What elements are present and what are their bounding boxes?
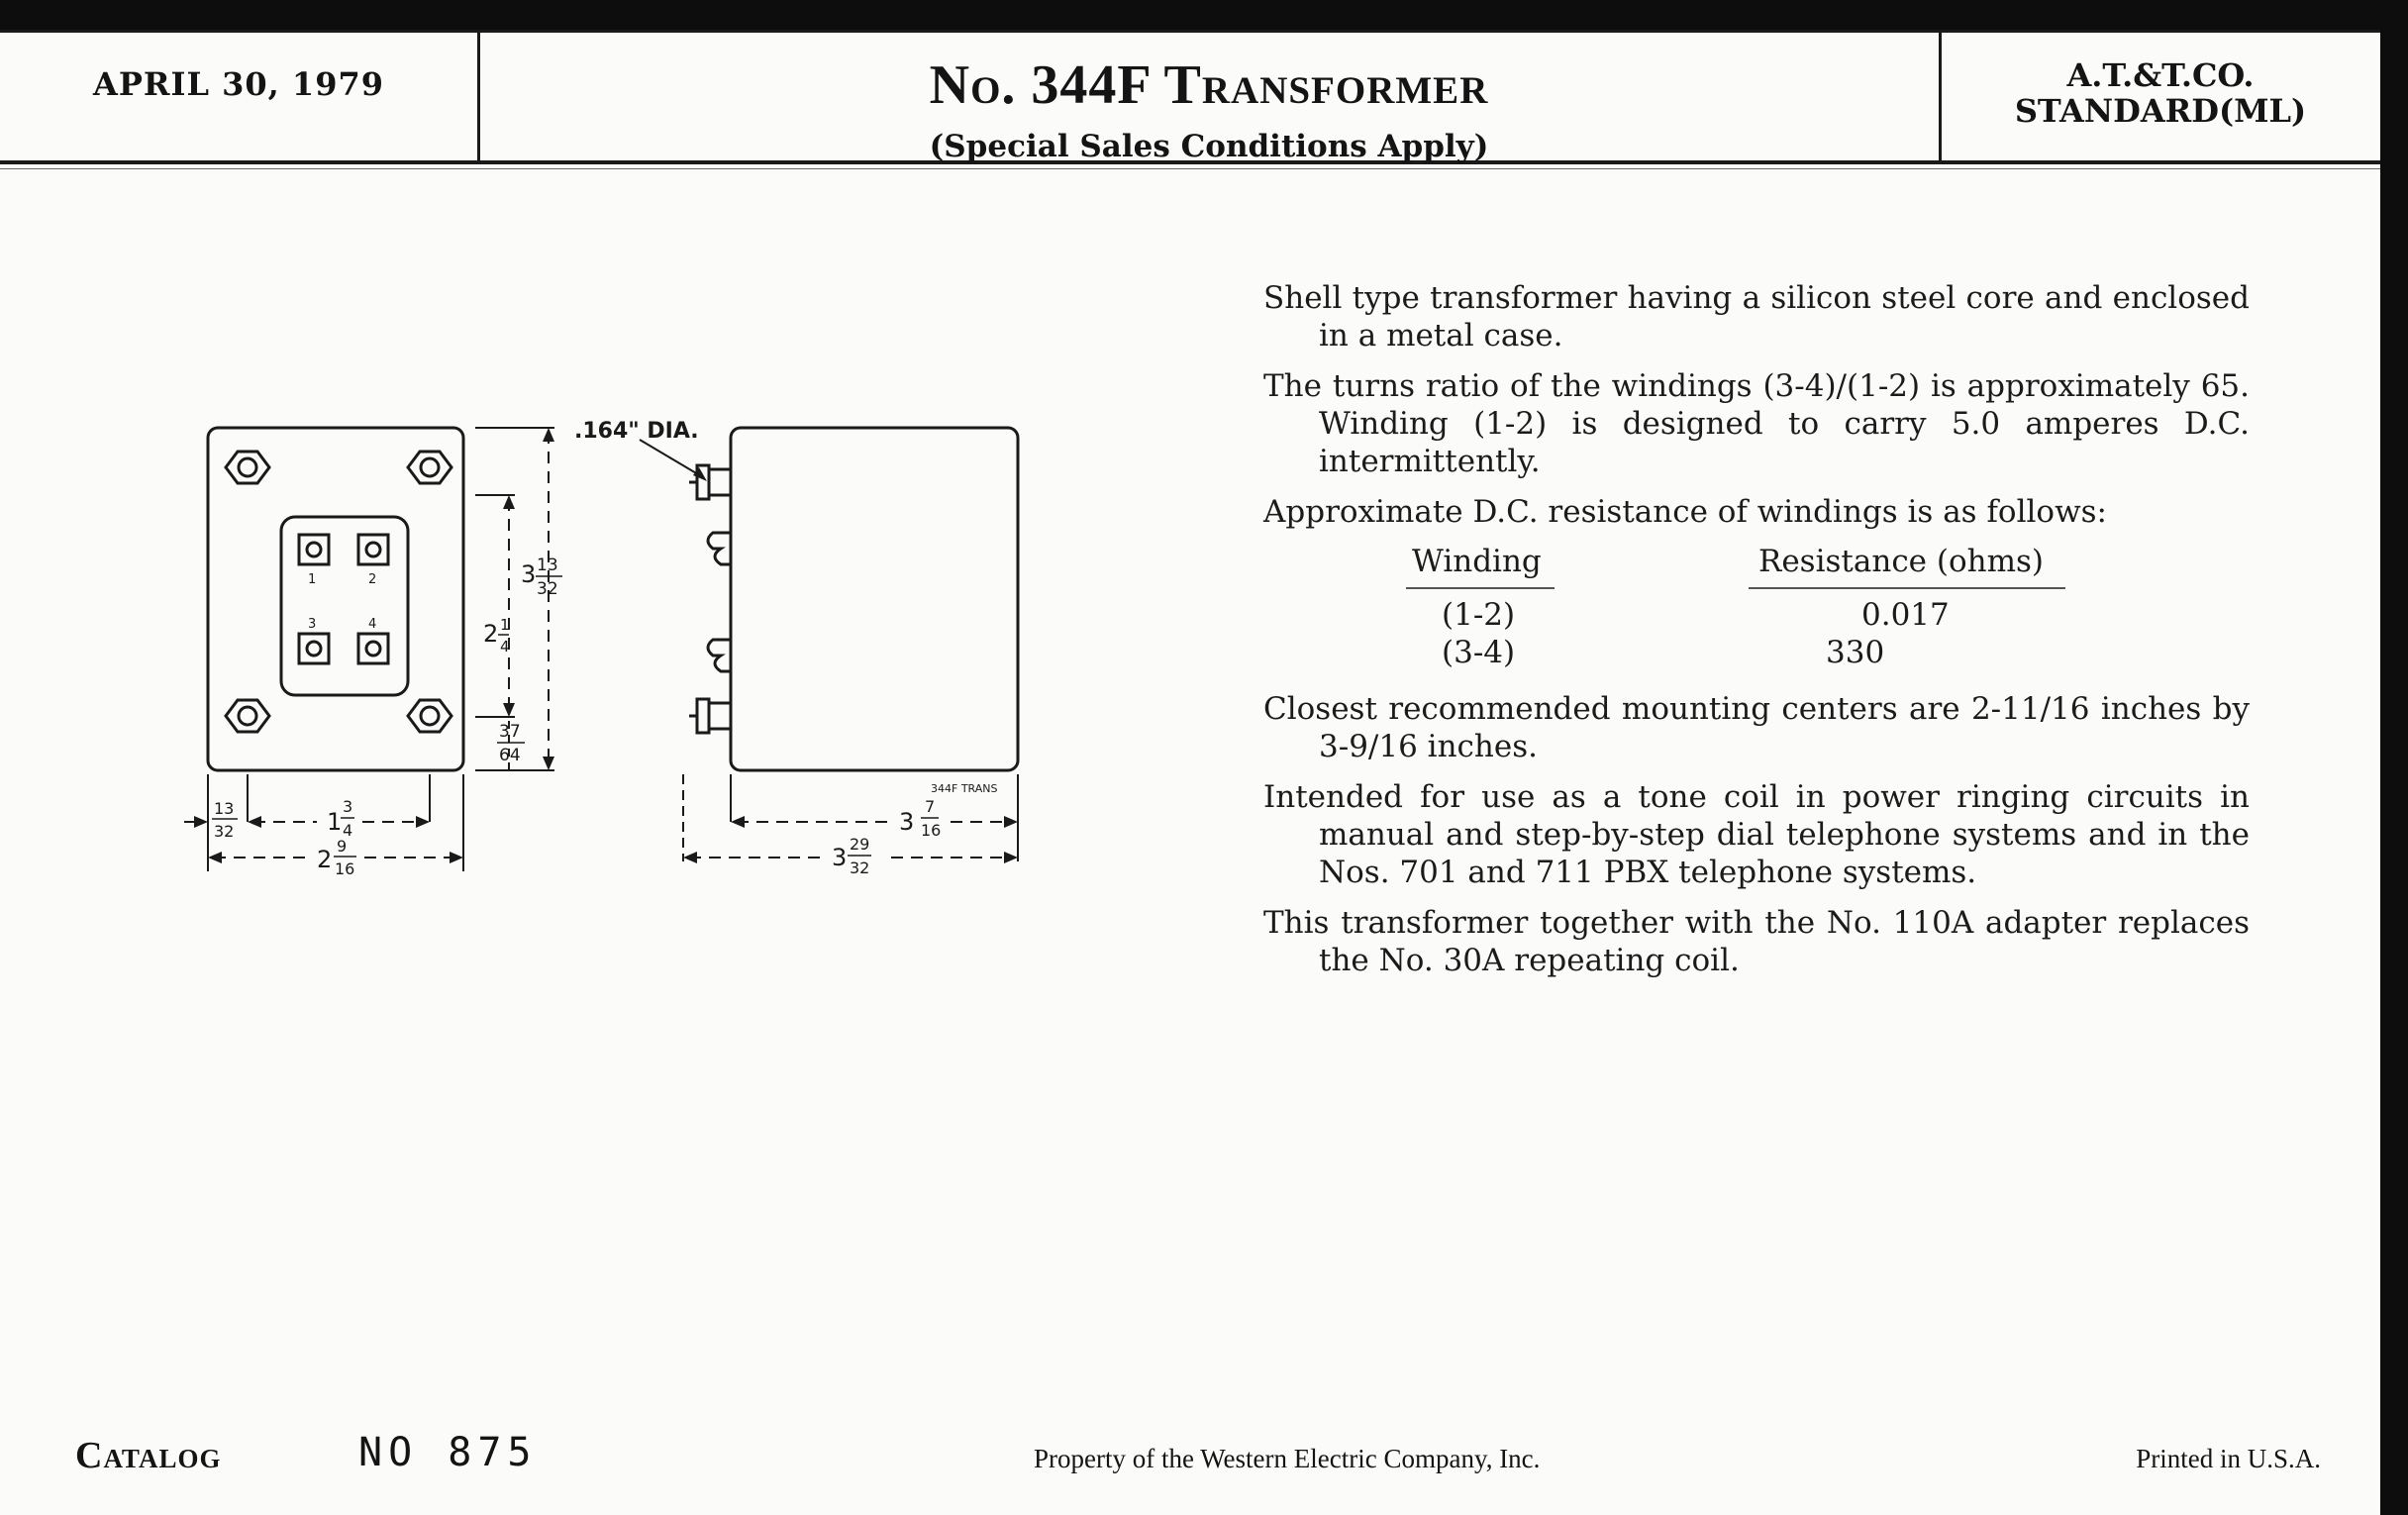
case-stamp: 344F TRANS	[931, 782, 998, 795]
standard-label	[1943, 57, 2378, 129]
lower-mounting-stud	[689, 699, 731, 733]
dim-width-den: 16	[335, 859, 355, 878]
dim-center-whole: 2	[483, 620, 499, 648]
dim-total-whole: 3	[832, 844, 848, 871]
hole-diameter-label: .164" DIA.	[574, 419, 699, 444]
resistance-table	[1263, 544, 2250, 672]
terminal-1	[299, 535, 329, 564]
table-row-2-resistance: 330	[1826, 635, 1885, 670]
terminal-label-4: 4	[368, 617, 377, 632]
property-notice: Property of the Western Electric Company, Inc.	[1034, 1444, 1541, 1473]
table-row-1-winding: (1-2)	[1442, 597, 1516, 633]
dim-span-num: 3	[343, 797, 353, 816]
dim-depth-den: 16	[921, 821, 942, 840]
table-header-resistance: Resistance (ohms)	[1758, 544, 2045, 579]
mounting-hex-top-left	[226, 452, 269, 483]
dim-height-num: 13	[537, 556, 558, 575]
upper-mounting-stud	[689, 465, 731, 499]
description-para-5: Intended for use as a tone coil in power ringing circuits in manual and step-by-step dial telephone systems and in the Nos. 701 and 711 PBX telephone systems.	[1263, 779, 2250, 890]
dim-height-den: 32	[537, 579, 558, 599]
dim-height-whole: 3	[521, 560, 537, 588]
description-para-4: Closest recommended mounting centers are 2-11/16 inches by 3-9/16 inches.	[1263, 691, 2250, 764]
front-view-case	[208, 428, 463, 770]
description-para-6: This transformer together with the No. 110A adapter replaces the No. 30A repeating coil.	[1263, 905, 2250, 978]
description-block	[1263, 279, 2250, 992]
printed-notice: Printed in U.S.A.	[2136, 1444, 2321, 1473]
transformer-drawing	[178, 386, 1109, 901]
dim-depth-whole: 3	[899, 808, 915, 836]
description-para-3: Approximate D.C. resistance of windings is as follows:	[1263, 494, 2107, 530]
side-view-case	[731, 428, 1018, 770]
terminal-4	[358, 634, 388, 663]
dim-span-whole: 1	[327, 808, 343, 836]
dim-edge-num: 13	[214, 799, 235, 818]
header-bottom-rule-thin	[0, 168, 2380, 169]
mounting-hex-bottom-left	[226, 700, 269, 732]
dim-bottom-num: 37	[499, 722, 521, 742]
description-para-1: Shell type transformer having a silicon steel core and enclosed in a metal case.	[1263, 280, 2250, 354]
terminal-label-3: 3	[308, 617, 317, 632]
table-row-2-winding: (3-4)	[1442, 635, 1516, 670]
dim-bottom-den: 64	[499, 746, 521, 765]
table-header-winding: Winding	[1412, 544, 1542, 579]
standard-line-1: A.T.&T.CO.	[2066, 56, 2255, 94]
dim-edge-den: 32	[214, 822, 235, 841]
terminal-3	[299, 634, 329, 663]
terminal-2	[358, 535, 388, 564]
catalog-number: NO 875	[358, 1430, 538, 1475]
header-top-rule	[0, 30, 2380, 33]
mounting-hex-bottom-right	[408, 700, 452, 732]
side-terminal-upper	[708, 533, 731, 564]
dim-center-num: 1	[500, 616, 510, 634]
dim-depth-num: 7	[925, 797, 936, 816]
catalog-card	[0, 30, 2380, 1515]
page-title: No. 344F Transformer	[929, 54, 1489, 116]
table-header-winding-rule	[1406, 587, 1555, 589]
dim-span-den: 4	[343, 821, 353, 840]
table-header-resistance-rule	[1749, 587, 2065, 589]
dim-width-whole: 2	[317, 846, 333, 873]
dim-total-num: 29	[850, 835, 870, 854]
issue-date: APRIL 30, 1979	[93, 65, 384, 103]
side-terminal-lower	[708, 640, 731, 671]
header-divider-right	[1939, 30, 1942, 162]
dim-total-den: 32	[850, 858, 870, 877]
table-row-1-resistance: 0.017	[1861, 597, 1950, 633]
terminal-label-2: 2	[368, 572, 377, 587]
dim-center-den: 4	[500, 638, 510, 656]
description-para-2: The turns ratio of the windings (3-4)/(1-2) is approximately 65. Winding (1-2) is designed to carry 5.0 amperes D.C. intermittently.	[1263, 368, 2250, 479]
standard-line-2: STANDARD(ML)	[2014, 92, 2307, 130]
mounting-hex-top-right	[408, 452, 452, 483]
terminal-label-1: 1	[308, 572, 317, 587]
page-subtitle: (Special Sales Conditions Apply)	[929, 129, 1489, 164]
catalog-label: Catalog	[75, 1435, 222, 1476]
dim-width-num: 9	[337, 837, 348, 856]
